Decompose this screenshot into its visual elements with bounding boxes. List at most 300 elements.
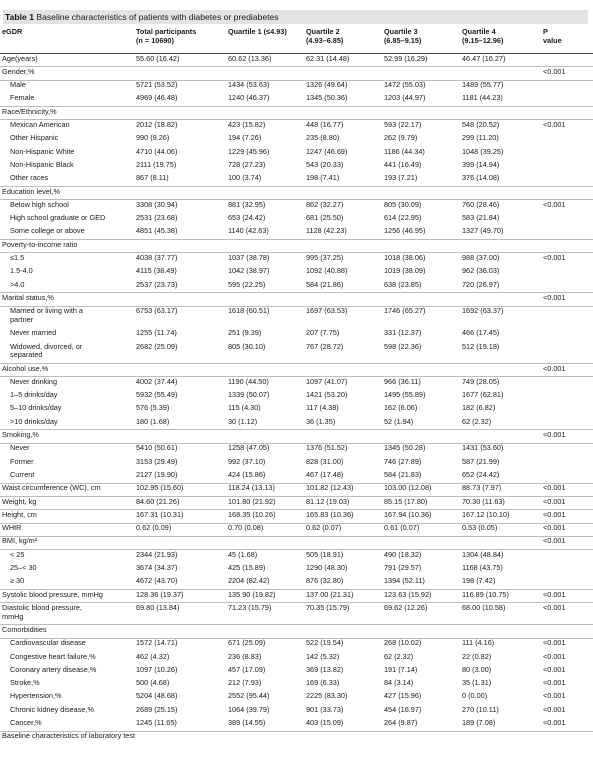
table-row <box>0 66 593 80</box>
table-row <box>0 651 593 664</box>
cell-quartile-3: 805 (30.09) <box>384 199 422 209</box>
cell-quartile-1: 135.90 (19.82) <box>228 589 276 599</box>
cell-quartile-2: 165.83 (10.36) <box>306 509 354 519</box>
cell-quartile-3: 1256 (46.95) <box>384 226 426 236</box>
cell-quartile-3: 191 (7.14) <box>384 664 418 674</box>
row-label <box>10 254 24 263</box>
row-label-line: Marital status,% <box>2 292 54 302</box>
cell-quartile-2: 543 (20.33) <box>306 159 344 169</box>
cell-total: 2127 (19.90) <box>136 469 178 479</box>
cell-total: 4115 (38.49) <box>136 266 177 276</box>
cell-quartile-2: 828 (31.00) <box>306 456 344 466</box>
row-label <box>10 343 82 361</box>
cell-p-value: <0.001 <box>543 199 566 209</box>
row-label-line: Education level,% <box>2 186 61 196</box>
cell-p-value: <0.001 <box>543 120 566 129</box>
cell-quartile-4: 399 (14.94) <box>462 159 500 169</box>
cell-quartile-3: 1018 (38.06) <box>384 253 426 262</box>
row-label-line: 25–< 30 <box>10 563 37 572</box>
row-label-line: Height, cm <box>2 509 37 519</box>
cell-quartile-2: 767 (28.72) <box>306 341 344 351</box>
cell-quartile-4: 116.89 (10.75) <box>462 589 509 599</box>
cell-quartile-4: 1304 (48.84) <box>462 549 504 559</box>
cell-quartile-2: 1345 (50.36) <box>306 93 348 103</box>
row-label-line: Waist circumference (WC), cm <box>2 483 101 493</box>
cell-quartile-3: 52.99 (16.29) <box>384 53 428 63</box>
table-row <box>0 239 593 253</box>
row-label <box>10 214 105 223</box>
table-row <box>0 266 593 279</box>
cell-p-value: <0.001 <box>543 483 566 493</box>
cell-total: 4672 (43.70) <box>136 576 178 586</box>
row-label <box>2 484 101 493</box>
table-row <box>0 602 593 625</box>
table-row <box>0 341 593 364</box>
cell-quartile-1: 251 (9.39) <box>228 328 262 338</box>
header-egdr <box>2 27 22 36</box>
row-label <box>2 498 36 507</box>
row-label <box>2 55 38 64</box>
cell-quartile-1: 60.62 (13.36) <box>228 53 272 63</box>
row-label <box>10 444 29 453</box>
row-label <box>10 679 40 688</box>
cell-quartile-3: 584 (21.83) <box>384 469 422 479</box>
row-label-line: Cancer,% <box>10 718 42 727</box>
cell-total: 1245 (11.65) <box>136 718 177 727</box>
row-label-line: Baseline characteristics of laboratory test <box>2 731 136 741</box>
table-row <box>0 306 593 328</box>
cell-quartile-3: 638 (23.85) <box>384 279 422 289</box>
row-label <box>10 391 57 400</box>
cell-total: 4851 (45.38) <box>136 226 178 236</box>
cell-p-value: <0.001 <box>543 651 566 661</box>
header-line: Quartile 3 <box>384 27 418 36</box>
cell-total: 6753 (63.17) <box>136 306 178 316</box>
cell-quartile-1: 1258 (47.05) <box>228 443 270 453</box>
cell-p-value: <0.001 <box>543 638 566 648</box>
cell-quartile-2: 1097 (41.07) <box>306 376 348 386</box>
table-row <box>0 146 593 159</box>
cell-total: 500 (4.68) <box>136 678 170 688</box>
cell-quartile-4: 512 (19.18) <box>462 341 500 351</box>
cell-quartile-1: 805 (30.10) <box>228 341 266 351</box>
row-label <box>10 307 83 325</box>
row-label <box>2 732 135 741</box>
row-label <box>10 121 70 130</box>
cell-quartile-4: 1048 (39.25) <box>462 146 504 156</box>
row-label-line: < 25 <box>10 549 25 559</box>
cell-quartile-2: 995 (37.25) <box>306 253 344 262</box>
cell-quartile-2: 81.12 (19.03) <box>306 496 350 506</box>
cell-quartile-1: 236 (8.83) <box>228 651 262 661</box>
cell-quartile-2: 101.82 (12.43) <box>306 483 354 493</box>
cell-quartile-3: 162 (6.06) <box>384 403 418 413</box>
cell-quartile-3: 593 (22.17) <box>384 120 422 129</box>
cell-quartile-2: 522 (19.54) <box>306 638 344 648</box>
cell-total: 867 (8.11) <box>136 173 169 183</box>
table-caption <box>3 10 588 24</box>
row-label-line: Comorbidities <box>2 624 47 634</box>
cell-quartile-2: 448 (16.77) <box>306 120 344 129</box>
cell-p-value: <0.001 <box>543 589 566 599</box>
row-label-line: Gender,% <box>2 66 35 76</box>
row-label <box>2 241 77 250</box>
cell-quartile-4: 299 (11.20) <box>462 133 499 143</box>
cell-quartile-1: 1190 (44.50) <box>228 376 269 386</box>
cell-quartile-1: 1434 (53.63) <box>228 80 270 90</box>
row-label <box>10 692 62 701</box>
cell-quartile-2: 1697 (63.53) <box>306 306 348 316</box>
cell-quartile-2: 198 (7.41) <box>306 173 340 183</box>
table-row <box>0 430 593 444</box>
row-label-line: >4.0 <box>10 279 25 289</box>
table-row <box>0 624 593 638</box>
cell-quartile-4: 80 (3.00) <box>462 664 492 674</box>
table-row <box>0 563 593 576</box>
cell-total: 128.36 (19.37) <box>136 589 184 599</box>
row-label <box>10 227 85 236</box>
cell-p-value: <0.001 <box>543 253 566 262</box>
header-line: Total participants <box>136 27 197 36</box>
table-header <box>0 25 593 54</box>
cell-quartile-1: 881 (32.95) <box>228 199 266 209</box>
cell-quartile-4: 587 (21.99) <box>462 456 500 466</box>
row-label <box>2 604 82 622</box>
row-label-line: Widowed, divorced, or <box>10 341 83 351</box>
row-label-line: High school graduate or GED <box>10 213 106 223</box>
row-label-line: mmHg <box>2 611 24 621</box>
cell-quartile-4: 962 (36.03) <box>462 266 500 276</box>
cell-quartile-4: 182 (6.82) <box>462 403 496 413</box>
row-label <box>2 365 48 374</box>
cell-quartile-3: 1203 (44.97) <box>384 93 426 103</box>
row-label <box>10 551 24 560</box>
cell-total: 55.60 (16.42) <box>136 53 180 63</box>
table-row <box>0 443 593 456</box>
row-label-line: Non-Hispanic Black <box>10 159 74 169</box>
table-row <box>0 199 593 212</box>
cell-quartile-4: 270 (10.11) <box>462 704 499 714</box>
header-total <box>136 27 196 45</box>
cell-total: 69.80 (13.84) <box>136 602 180 612</box>
table-row <box>0 589 593 603</box>
cell-total: 3674 (34.37) <box>136 563 178 572</box>
cell-quartile-4: 583 (21.84) <box>462 213 500 223</box>
cell-quartile-1: 1339 (50.07) <box>228 390 270 400</box>
cell-quartile-1: 1037 (38.78) <box>228 253 270 262</box>
header-line: (4.93–6.85) <box>306 36 344 46</box>
cell-total: 990 (9.26) <box>136 133 170 143</box>
table-row <box>0 213 593 226</box>
row-label <box>10 134 58 143</box>
header-quartile-1 <box>228 27 287 36</box>
cell-quartile-3: 0.61 (0.07) <box>384 523 420 533</box>
cell-quartile-3: 123.63 (15.92) <box>384 589 432 599</box>
header-line: (9.15–12.96) <box>462 36 504 46</box>
row-label <box>2 524 21 533</box>
header-line: eGDR <box>2 27 23 36</box>
cell-quartile-3: 62 (2.32) <box>384 651 414 661</box>
cell-quartile-2: 1247 (46.69) <box>306 146 348 156</box>
cell-quartile-1: 1064 (39.79) <box>228 704 270 714</box>
header-line: value <box>543 36 562 46</box>
table-row <box>0 363 593 377</box>
cell-quartile-3: 454 (16.97) <box>384 704 422 714</box>
cell-quartile-2: 36 (1.35) <box>306 416 336 426</box>
table-number: Table 1 <box>5 12 34 22</box>
header-p-value <box>543 27 562 45</box>
row-label <box>10 653 96 662</box>
cell-quartile-4: 46.47 (16.27) <box>462 53 506 63</box>
row-label-line: Diastolic blood pressure, <box>2 602 82 612</box>
table-row <box>0 549 593 562</box>
cell-total: 2537 (23.73) <box>136 279 178 289</box>
cell-quartile-3: 966 (36.11) <box>384 376 421 386</box>
row-label <box>10 161 74 170</box>
cell-quartile-3: 193 (7.21) <box>384 173 418 183</box>
cell-quartile-1: 212 (7.93) <box>228 678 262 688</box>
cell-quartile-1: 115 (4.30) <box>228 403 261 413</box>
table-row <box>0 509 593 523</box>
table-row <box>0 106 593 120</box>
cell-quartile-3: 1394 (52.11) <box>384 576 425 586</box>
cell-quartile-2: 584 (21.86) <box>306 279 344 289</box>
cell-total: 576 (5.39) <box>136 403 170 413</box>
cell-quartile-1: 118.24 (13.13) <box>228 483 275 493</box>
table-row <box>0 279 593 293</box>
cell-quartile-4: 0.53 (0.05) <box>462 523 498 533</box>
cell-quartile-1: 101.80 (21.92) <box>228 496 276 506</box>
cell-p-value: <0.001 <box>543 66 566 76</box>
cell-quartile-2: 207 (7.75) <box>306 328 340 338</box>
cell-total: 102.95 (15.60) <box>136 483 184 493</box>
cell-quartile-1: 30 (1.12) <box>228 416 258 426</box>
row-label-line: Coronary artery disease,% <box>10 664 97 674</box>
cell-quartile-2: 1376 (51.52) <box>306 443 348 453</box>
row-label-line: Chronic kidney disease,% <box>10 704 94 714</box>
cell-p-value: <0.001 <box>543 678 566 688</box>
cell-quartile-4: 68.00 (10.58) <box>462 602 506 612</box>
cell-total: 5204 (48.68) <box>136 691 178 701</box>
table-row <box>0 718 593 732</box>
row-label <box>2 431 39 440</box>
cell-total: 5721 (53.52) <box>136 80 178 90</box>
cell-quartile-1: 423 (15.82) <box>228 120 266 129</box>
cell-total: 180 (1.68) <box>136 416 170 426</box>
cell-total: 5932 (55.49) <box>136 390 178 400</box>
cell-quartile-4: 62 (2.32) <box>462 416 492 426</box>
cell-quartile-3: 746 (27.89) <box>384 456 422 466</box>
cell-quartile-3: 427 (15.96) <box>384 691 422 701</box>
cell-quartile-3: 490 (18.32) <box>384 549 422 559</box>
row-label-line: Never <box>10 443 30 453</box>
row-label-line: Male <box>10 80 26 90</box>
cell-quartile-1: 457 (17.09) <box>228 664 266 674</box>
cell-quartile-1: 425 (15.89) <box>228 563 266 572</box>
cell-total: 1255 (11.74) <box>136 328 177 338</box>
cell-quartile-3: 331 (12.37) <box>384 328 422 338</box>
table-row <box>0 186 593 200</box>
cell-total: 167.31 (10.31) <box>136 509 184 519</box>
cell-total: 5410 (50.61) <box>136 443 178 453</box>
cell-p-value: <0.001 <box>543 536 566 546</box>
row-label-line: 1.5-4.0 <box>10 266 33 276</box>
row-label <box>10 148 74 157</box>
row-label-line: Weight, kg <box>2 496 37 506</box>
cell-p-value: <0.001 <box>543 509 566 519</box>
cell-quartile-3: 1186 (44.34) <box>384 146 425 156</box>
cell-total: 4710 (44.06) <box>136 146 178 156</box>
cell-quartile-3: 1472 (55.03) <box>384 80 426 90</box>
cell-quartile-3: 1345 (50.28) <box>384 443 426 453</box>
cell-quartile-2: 1326 (49.64) <box>306 80 348 90</box>
cell-p-value: <0.001 <box>543 664 566 674</box>
row-label <box>10 94 34 103</box>
table-row <box>0 456 593 469</box>
cell-quartile-2: 1128 (42.23) <box>306 226 347 236</box>
row-label <box>10 418 58 427</box>
cell-quartile-4: 1692 (63.37) <box>462 306 504 316</box>
cell-total: 4038 (37.77) <box>136 253 178 262</box>
row-label-line: Non-Hispanic White <box>10 146 75 156</box>
cell-quartile-1: 1042 (38.97) <box>228 266 270 276</box>
header-line: P <box>543 27 548 36</box>
cell-total: 2531 (23.68) <box>136 213 178 223</box>
row-label <box>2 591 103 600</box>
row-label <box>10 719 42 728</box>
row-label-line: Other races <box>10 173 49 183</box>
row-label-line: Other Hispanic <box>10 133 59 143</box>
row-label-line: Alcohol use,% <box>2 363 49 373</box>
cell-quartile-4: 1181 (44.23) <box>462 93 503 103</box>
cell-quartile-4: 88.73 (7.97) <box>462 483 502 493</box>
table-row <box>0 403 593 416</box>
row-label-line: separated <box>10 350 43 360</box>
cell-total: 2012 (18.82) <box>136 120 178 129</box>
cell-quartile-1: 671 (25.09) <box>228 638 266 648</box>
header-quartile-4 <box>462 27 503 45</box>
row-label-line: BMI, kg/m² <box>2 536 38 546</box>
cell-quartile-3: 1746 (65.27) <box>384 306 426 316</box>
cell-quartile-1: 424 (15.86) <box>228 469 266 479</box>
row-label-line: Systolic blood pressure, mmHg <box>2 589 103 599</box>
cell-quartile-3: 264 (9.87) <box>384 718 418 727</box>
row-label <box>10 639 86 648</box>
header-quartile-2 <box>306 27 343 45</box>
cell-quartile-4: 189 (7.08) <box>462 718 496 727</box>
row-label <box>10 174 48 183</box>
cell-quartile-3: 85.15 (17.80) <box>384 496 428 506</box>
row-label-line: Race/Ethnicity,% <box>2 106 57 116</box>
cell-quartile-1: 1240 (46.37) <box>228 93 270 103</box>
table-row <box>0 664 593 677</box>
row-label-line: ≤1.5 <box>10 253 25 262</box>
row-label <box>10 458 34 467</box>
cell-quartile-3: 598 (22.36) <box>384 341 422 351</box>
row-label <box>2 294 54 303</box>
cell-quartile-3: 1495 (55.89) <box>384 390 426 400</box>
cell-quartile-4: 198 (7.42) <box>462 576 496 586</box>
row-label <box>10 577 24 586</box>
cell-total: 462 (4.32) <box>136 651 170 661</box>
row-label-line: Hypertension,% <box>10 691 62 701</box>
row-label-line: 1–5 drinks/day <box>10 390 58 400</box>
cell-quartile-4: 749 (28.05) <box>462 376 500 386</box>
table-row <box>0 159 593 172</box>
cell-total: 1097 (10.26) <box>136 664 178 674</box>
cell-total: 0.62 (0.09) <box>136 523 172 533</box>
cell-quartile-1: 0.70 (0.08) <box>228 523 264 533</box>
row-label <box>2 188 60 197</box>
cell-quartile-2: 505 (18.91) <box>306 549 344 559</box>
cell-quartile-2: 137.00 (21.31) <box>306 589 354 599</box>
row-label <box>2 626 47 635</box>
cell-quartile-2: 0.62 (0.07) <box>306 523 342 533</box>
row-label-line: Never married <box>10 328 57 338</box>
row-label <box>2 68 34 77</box>
cell-quartile-4: 35 (1.31) <box>462 678 492 688</box>
cell-quartile-4: 1489 (55.77) <box>462 80 504 90</box>
cell-quartile-2: 117 (4.38) <box>306 403 339 413</box>
table-row <box>0 390 593 403</box>
table-row <box>0 253 593 266</box>
row-label-line: 5–10 drinks/day <box>10 403 62 413</box>
header-line: (6.85–9.15) <box>384 36 422 46</box>
cell-p-value: <0.001 <box>543 718 566 727</box>
cell-quartile-2: 70.35 (15.79) <box>306 602 350 612</box>
cell-total: 2689 (25.15) <box>136 704 178 714</box>
cell-total: 1572 (14.71) <box>136 638 178 648</box>
row-label <box>10 666 96 675</box>
row-label <box>2 537 37 546</box>
table-row <box>0 226 593 240</box>
cell-quartile-4: 0 (0.00) <box>462 691 488 701</box>
table-row <box>0 93 593 107</box>
table-row <box>0 173 593 187</box>
table-row <box>0 292 593 306</box>
table-row <box>0 638 593 651</box>
row-label-line: ≥ 30 <box>10 576 25 586</box>
table-row <box>0 691 593 704</box>
cell-quartile-4: 466 (17.45) <box>462 328 500 338</box>
cell-quartile-1: 1229 (45.96) <box>228 146 270 156</box>
cell-quartile-3: 268 (10.02) <box>384 638 422 648</box>
table-row <box>0 483 593 497</box>
cell-quartile-3: 441 (16.49) <box>384 159 422 169</box>
cell-p-value: <0.001 <box>543 292 566 302</box>
cell-total: 4002 (37.44) <box>136 376 178 386</box>
cell-quartile-4: 548 (20.52) <box>462 120 500 129</box>
row-label <box>2 511 37 520</box>
row-label <box>10 471 34 480</box>
table-row <box>0 496 593 510</box>
table-row <box>0 328 593 341</box>
cell-total: 3308 (30.94) <box>136 199 178 209</box>
cell-quartile-2: 862 (32.27) <box>306 199 344 209</box>
cell-quartile-2: 2225 (83.30) <box>306 691 348 701</box>
row-label <box>10 201 69 210</box>
cell-quartile-2: 901 (33.73) <box>306 704 344 714</box>
table-row <box>0 469 593 483</box>
table-row <box>0 416 593 430</box>
row-label-line: Never drinking <box>10 376 58 386</box>
row-label <box>10 81 26 90</box>
cell-quartile-4: 1327 (49.70) <box>462 226 504 236</box>
table-row <box>0 120 593 133</box>
header-line: (n = 10690) <box>136 36 174 46</box>
cell-quartile-1: 389 (14.55) <box>228 718 266 727</box>
table-row <box>0 536 593 550</box>
